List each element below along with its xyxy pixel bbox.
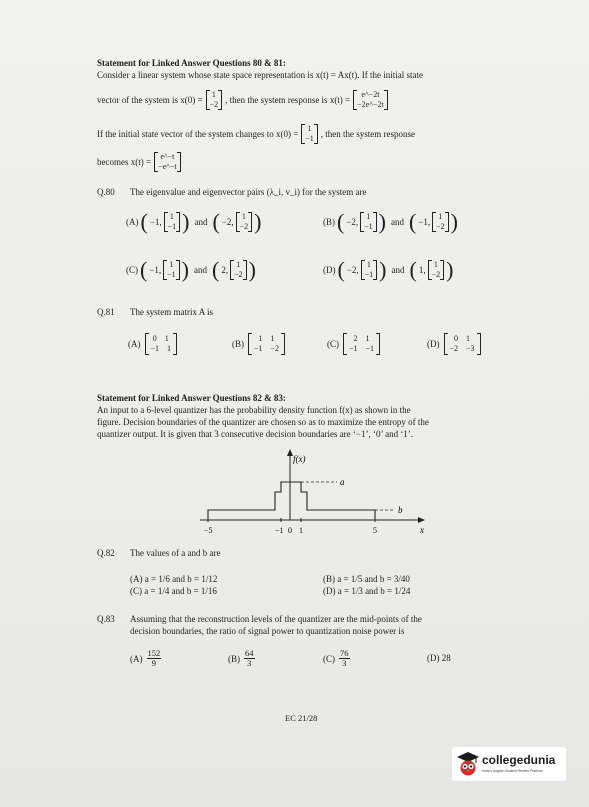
q83-line2: decision boundaries, the ratio of signal power to quantization noise power is [130,626,405,636]
logo-wordmark: collegedunia [482,753,556,767]
eigenvector-1: 1 −1 [164,212,181,232]
tick-label-m1: −1 [275,526,284,535]
logo-tagline: India's largest Student Review Platform [482,769,543,773]
eigenvalue-2: 2, [221,265,229,275]
eigenvector-2: 1 −2 [230,260,247,280]
page-number: EC 21/28 [285,713,318,723]
statement-80-81-line4 [97,152,181,172]
eigenvector-2: 1 −2 [428,260,445,280]
eigenvalue-1: −2, [346,265,359,275]
eigenvalue-2: 1, [418,265,426,275]
q82-option-c: (C) a = 1/4 and b = 1/16 [130,586,217,596]
option-label: (A) [128,339,141,349]
q81-option-b [232,333,285,355]
x-axis-arrow [418,517,425,523]
matrix: 0 1 −1 1 [145,333,178,355]
a-label: a [340,477,345,487]
option-label: (C) [126,265,138,275]
tick-label-m5: −5 [204,526,213,535]
q81-option-c [327,333,380,355]
matrix: 0 1 −2 −3 [444,333,481,355]
q82-option-a: (A) a = 1/6 and b = 1/12 [130,574,218,584]
line3-suffix: , then the system response [320,129,416,139]
and-text: and [194,265,207,275]
option-label: (C) [327,339,339,349]
option-label: (B) [232,339,244,349]
line4-prefix: becomes x(t) = [97,157,152,167]
q80-option-d: (D) ( −2, 1 −1 ) and ( 1, 1 −2 ) [323,257,454,282]
fraction: $\frac{76}{3}$ [340,648,349,668]
q81-text: The system matrix A is [130,307,213,317]
fraction: $\frac{152}{9}$ [147,648,161,668]
eigenvector-1: 1 −1 [361,260,378,280]
eigenvalue-1: −1, [149,217,162,227]
pdf-curve [208,482,375,520]
q80-text: The eigenvalue and eigenvector pairs (λ_i, v_i) for the system are [130,187,367,197]
and-text: and [194,217,208,227]
q83-option-a: (A) $\frac{152}{9}$ [130,648,161,668]
eigenvalue-1: −2, [346,217,359,227]
fx-label: f(x) [293,454,306,464]
q83-line1: Assuming that the reconstruction levels of the quantizer are the mid-points of the [130,614,422,624]
statement-80-81-line2 [97,90,388,110]
line2-middle: , then the system response is x(t) = [225,95,351,105]
tick-label-5: 5 [373,526,377,535]
linked-statement-80-81-title: Statement for Linked Answer Questions 80 & 81: [97,58,286,68]
option-label: (D) [323,265,336,275]
x-label: x [420,525,424,535]
q83-number: Q.83 [97,614,115,624]
q80-option-b: (B) ( −2, 1 −1 ) and ( −1, 1 −2 ) [323,209,458,234]
pdf-figure [180,440,450,540]
graduate-owl-icon [456,751,480,777]
statement-80-81-line1: Consider a linear system whose state space representation is x(t) = Ax(t). If the initial state [97,70,423,80]
line3-prefix: If the initial state vector of the system changes to x(0) = [97,129,299,139]
and-text: and [391,265,405,275]
tick-label-0: 0 [288,526,292,535]
linked-statement-82-83-title: Statement for Linked Answer Questions 82 & 83: [97,393,286,403]
b-label: b [398,505,403,515]
option-label: (A) [126,217,139,227]
q82-option-d: (D) a = 1/3 and b = 1/24 [323,586,411,596]
q82-number: Q.82 [97,548,115,558]
x0-vector-b: 1 −1 [301,124,318,144]
q81-option-a [128,333,177,355]
line2-prefix: vector of the system is x(0) = [97,95,203,105]
q83-option-b: (B) $\frac{64}{3}$ [228,648,254,668]
q83-option-c: (C) $\frac{76}{3}$ [323,648,349,668]
statement-82-83-line1: An input to a 6-level quantizer has the probability density function f(x) as shown in the [97,405,411,415]
eigenvector-1: 1 −1 [360,212,377,232]
matrix: 2 1 −1 −1 [343,333,380,355]
x0-vector-a: 1 −2 [206,90,223,110]
q83-option-d: (D) 28 [427,653,451,663]
q81-option-d [427,333,481,355]
q80-option-a: (A) ( −1, 1 −1 ) and ( −2, 1 −2 ) [126,209,262,234]
eigenvector-2: 1 −2 [236,212,253,232]
q82-text: The values of a and b are [130,548,221,558]
xt-vector-a: e^−2t −2e^−2t [353,90,388,110]
collegedunia-logo [452,747,566,781]
fraction: $\frac{64}{3}$ [245,648,254,668]
option-label: (B) [323,217,335,227]
eigenvalue-1: −1, [149,265,162,275]
eigenvector-2: 1 −2 [432,212,449,232]
eigenvalue-2: −2, [221,217,234,227]
option-label: (D) [427,339,440,349]
q80-option-c: (C) ( −1, 1 −1 ) and ( 2, 1 −2 ) [126,257,256,282]
statement-82-83-line2: figure. Decision boundaries of the quantizer are chosen so as to maximize the entropy of the [97,417,429,427]
xt-vector-b: e^−t −e^−t [154,152,181,172]
eigenvalue-2: −1, [418,217,431,227]
q82-option-b: (B) a = 1/5 and b = 3/40 [323,574,410,584]
eigenvector-1: 1 −1 [163,260,180,280]
and-text: and [391,217,404,227]
matrix: 1 1 −1 −2 [248,333,285,355]
statement-80-81-line3 [97,124,415,144]
q81-number: Q.81 [97,307,115,317]
tick-label-1: 1 [299,526,303,535]
statement-82-83-line3: quantizer output. It is given that 3 consecutive decision boundaries are ‘−1’, ‘0’ and ‘1’. [97,429,414,439]
q80-number: Q.80 [97,187,115,197]
